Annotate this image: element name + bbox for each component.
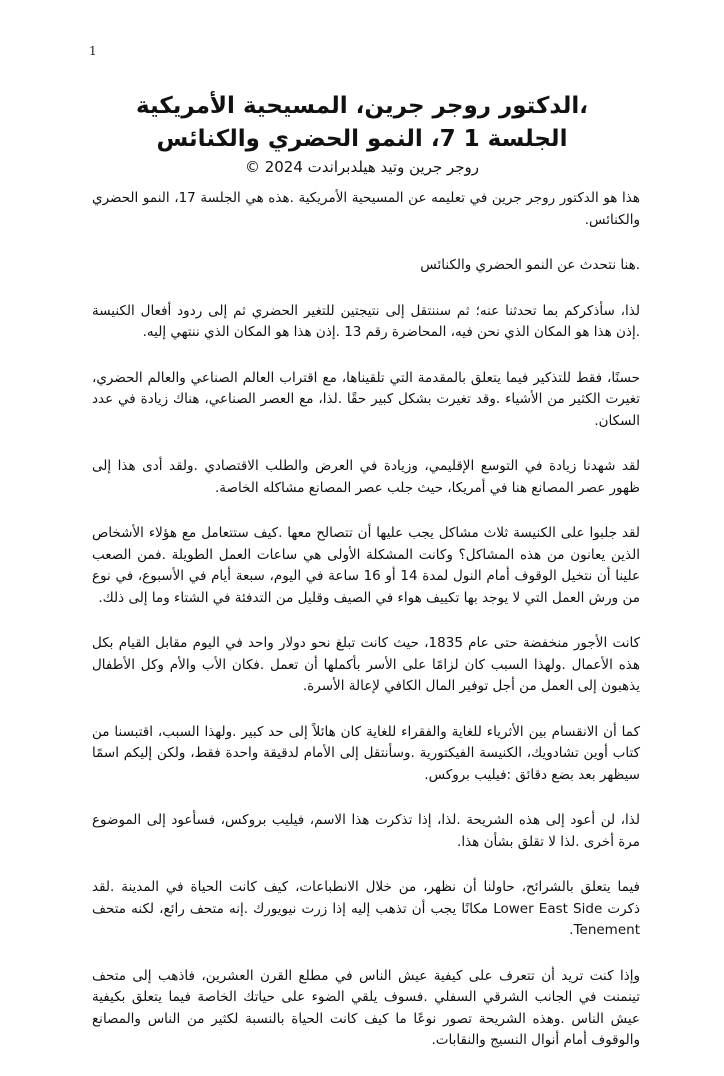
paragraph: لقد جلبوا على الكنيسة ثلاث مشاكل يجب عليها أن تتصالح معها .كيف ستتعامل مع هؤلاء الأشخاص الذين يعانون من هذه المشاكل؟ وكانت المشكلة الأولى هي ساعات العمل الطويلة .فمن الصعب علينا أن نتخيل الوقوف أمام النول لمدة 14 أو 16 ساعة في اليوم، سبعة أيام في الأسبوع، في نوع من ورش العمل التي لا يوجد بها تكييف هواء في الصيف وقليل من التدفئة في الشتاء وما إلى ذلك. bbox=[92, 525, 640, 606]
paragraph: كما أن الانقسام بين الأثرياء للغاية والفقراء للغاية كان هائلاً إلى حد كبير .ولهذا السبب، اقتبسنا من كتاب أوين تشادويك، الكنيسة الفيكتورية .وسأنتقل إلى الأمام لدقيقة واحدة فقط، ولكن إليكم اسمًا سيظهر بعد بضع دقائق :فيليب بروكس. bbox=[92, 723, 640, 783]
paragraph: وإذا كنت تريد أن تتعرف على كيفية عيش الناس في مطلع القرن العشرين، فاذهب إلى متحف تينمنت في الجانب الشرقي السفلي .فسوف يلقي الضوء على حياتك الخاصة فيما يتعلق بكيفية عيش الناس .وهذه الشريحة تصور نوعًا ما كيف كانت الحياة بالنسبة لكثير من الناس والمصانع والوقوف أمام أنوال النسيج والنقابات. bbox=[92, 967, 640, 1048]
copyright-subtitle: روجر جرين وتيد هيلدبراندت 2024 © bbox=[244, 158, 480, 176]
document-title-line-2: الجلسة 1 7، النمو الحضري والكنائس bbox=[156, 126, 568, 152]
document-header bbox=[80, 90, 644, 178]
paragraph: هذا هو الدكتور روجر جرين في تعليمه عن المسيحية الأمريكية .هذه هي الجلسة 17، النمو الحضري والكنائس. bbox=[92, 190, 640, 228]
paragraph: حسنًا، فقط للتذكير فيما يتعلق بالمقدمة التي تلقيناها، مع اقتراب العالم الصناعي والعالم الحضري، تغيرت الكثير من الأشياء .وقد تغيرت بشكل كبير حقًا .لذا، مع العصر الصناعي، هناك زيادة في عدد السكان. bbox=[92, 369, 640, 429]
document-body bbox=[92, 188, 640, 1076]
paragraph: لقد شهدنا زيادة في التوسع الإقليمي، وزيادة في العرض والطلب الاقتصادي .ولقد أدى هذا إلى ظهور عصر المصانع هنا في أمريكا، حيث جلب عصر المصانع مشاكله الخاصة. bbox=[92, 458, 640, 496]
page-number: 1 bbox=[89, 44, 97, 58]
document-title-line-1: ،الدكتور روجر جرين، المسيحية الأمريكية bbox=[136, 93, 588, 119]
paragraph: لذا، لن أعود إلى هذه الشريحة .لذا، إذا تذكرت هذا الاسم، فيليب بروكس، فسأعود إلى الموضوع مرة أخرى .لذا لا تقلق بشأن هذا. bbox=[92, 812, 640, 850]
paragraph: فيما يتعلق بالشرائح، حاولنا أن نظهر، من خلال الانطباعات، كيف كانت الحياة في المدينة .لقد ذكرت Lower East Side مكانًا يجب أن تذهب إليه إذا زرت نيويورك .إنه متحف رائع، لكنه متحف Tenement. bbox=[92, 879, 640, 938]
paragraph: .هنا نتحدث عن النمو الحضري والكنائس bbox=[420, 257, 640, 273]
paragraph: لذا، سأذكركم بما تحدثنا عنه؛ ثم سننتقل إلى نتيجتين للتغير الحضري ثم إلى ردود أفعال الكنيسة .إذن هذا هو المكان الذي نحن فيه، المحاضرة رقم 13 .إذن هذا هو المكان الذي ننتهي إليه. bbox=[92, 302, 640, 340]
paragraph: كانت الأجور منخفضة حتى عام 1835، حيث كانت تبلغ نحو دولار واحد في اليوم مقابل القيام بكل هذه الأعمال .ولهذا السبب كان لزامًا على الأسر بأكملها أن تعمل .فكان الأب والأم وكل الأطفال يذهبون إلى العمل من أجل توفير المال الكافي لإعالة الأسرة. bbox=[92, 635, 640, 694]
